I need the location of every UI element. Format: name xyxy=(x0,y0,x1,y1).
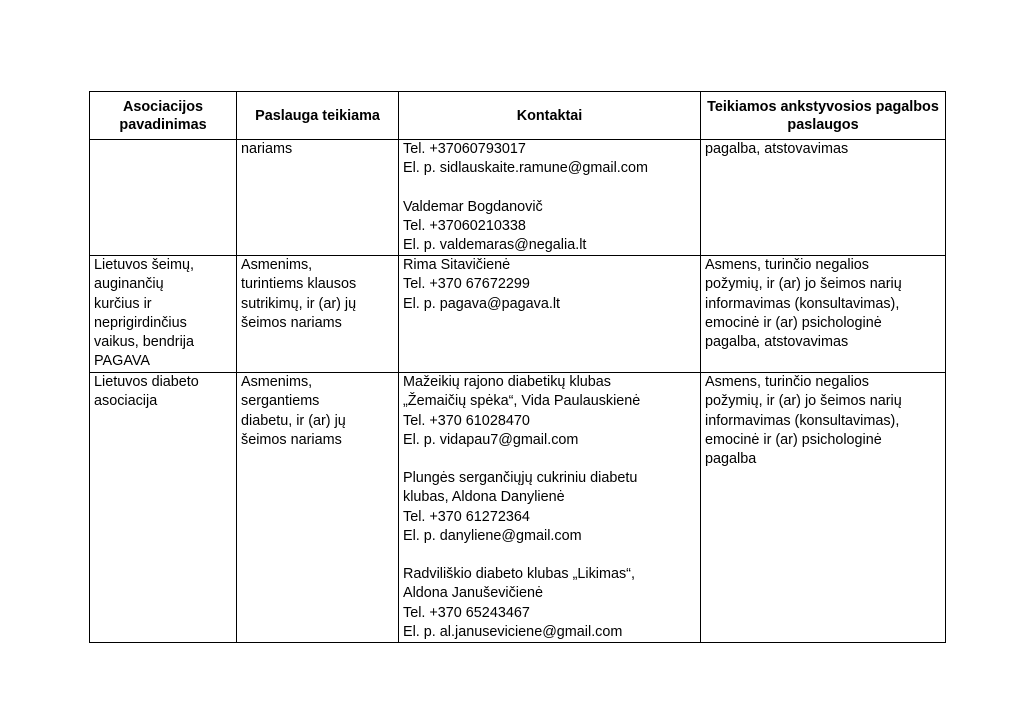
header-contacts: Kontaktai xyxy=(399,92,701,140)
cell-text-line: Lietuvos šeimų, xyxy=(94,257,194,274)
cell-text-line: Tel. +370 61272364 xyxy=(403,508,530,525)
cell-contacts xyxy=(399,373,701,643)
cell-text-line: sergantiems xyxy=(241,393,320,410)
cell-text-line: informavimas (konsultavimas), xyxy=(705,295,900,312)
cell-text-line xyxy=(403,546,696,565)
cell-text-line: emocinė ir (ar) psichologinė xyxy=(705,431,882,448)
cell-text-line: PAGAVA xyxy=(94,353,150,370)
cell-text-line: nariams xyxy=(241,141,293,157)
cell-text-line: Aldona Januševičienė xyxy=(403,585,544,602)
cell-text-line: sutrikimų, ir (ar) jų xyxy=(241,295,357,312)
cell-text-line: turintiems klausos xyxy=(241,276,357,293)
cell-text-line: Asmens, turinčio negalios xyxy=(705,374,869,391)
cell-association-name xyxy=(90,140,237,256)
cell-text-line: Mažeikių rajono diabetikų klubas xyxy=(403,374,611,391)
cell-text-line: vaikus, bendrija xyxy=(94,334,194,351)
cell-text-line: Asmenims, xyxy=(241,257,313,274)
cell-text-line: požymių, ir (ar) jo šeimos narių xyxy=(705,276,902,293)
cell-text-line: pagalba, atstovavimas xyxy=(705,141,849,157)
cell-text-line xyxy=(403,450,696,469)
cell-text-line: Asmenims, xyxy=(241,374,313,391)
cell-service xyxy=(237,256,399,373)
associations-table xyxy=(89,91,946,643)
cell-service xyxy=(237,373,399,643)
cell-contacts xyxy=(399,256,701,373)
cell-text-line: El. p. danyliene@gmail.com xyxy=(403,527,582,544)
cell-text-line: pagalba xyxy=(705,451,757,468)
table-row xyxy=(90,256,946,373)
cell-text-line: klubas, Aldona Danylienė xyxy=(403,489,565,506)
cell-early-help xyxy=(701,373,946,643)
header-early-help-services: Teikiamos ankstyvosios pagalbos paslaugos xyxy=(701,92,946,140)
cell-text-line: El. p. al.januseviciene@gmail.com xyxy=(403,623,623,640)
cell-early-help xyxy=(701,256,946,373)
cell-text-line: Lietuvos diabeto xyxy=(94,374,199,391)
cell-text-line: Tel. +370 65243467 xyxy=(403,604,530,621)
cell-contacts xyxy=(399,140,701,256)
cell-text-line: neprigirdinčius xyxy=(94,314,187,331)
cell-text-line xyxy=(403,178,696,197)
cell-association-name xyxy=(90,373,237,643)
cell-association-name xyxy=(90,256,237,373)
table-header-row xyxy=(90,92,946,140)
cell-text-line: Tel. +370 61028470 xyxy=(403,412,530,429)
cell-text-line: kurčius ir xyxy=(94,295,152,312)
cell-text-line: El. p. vidapau7@gmail.com xyxy=(403,431,579,448)
cell-text-line: informavimas (konsultavimas), xyxy=(705,412,900,429)
cell-text-line: Radviliškio diabeto klubas „Likimas“, xyxy=(403,566,635,583)
cell-text-line: Asmens, turinčio negalios xyxy=(705,257,869,274)
cell-text-line: Rima Sitavičienė xyxy=(403,257,511,274)
cell-text-line: Plungės sergančiųjų cukriniu diabetu xyxy=(403,470,638,487)
cell-text-line: pagalba, atstovavimas xyxy=(705,334,849,351)
table-row xyxy=(90,373,946,643)
cell-text-line: šeimos nariams xyxy=(241,314,342,331)
cell-early-help xyxy=(701,140,946,256)
cell-text-line: El. p. sidlauskaite.ramune@gmail.com xyxy=(403,160,648,177)
cell-text-line: Tel. +370 67672299 xyxy=(403,276,530,293)
cell-text-line: diabetu, ir (ar) jų xyxy=(241,412,346,429)
cell-text-line: Valdemar Bogdanovič xyxy=(403,198,543,215)
cell-service xyxy=(237,140,399,256)
header-service: Paslauga teikiama xyxy=(237,92,399,140)
cell-text-line: asociacija xyxy=(94,393,158,410)
cell-text-line: šeimos nariams xyxy=(241,431,342,448)
cell-text-line: El. p. pagava@pagava.lt xyxy=(403,295,561,312)
cell-text-line: auginančių xyxy=(94,276,164,293)
cell-text-line: Tel. +37060210338 xyxy=(403,217,526,234)
cell-text-line: Tel. +37060793017 xyxy=(403,141,526,157)
cell-text-line: „Žemaičių spėka“, Vida Paulauskienė xyxy=(403,393,641,410)
cell-text-line: emocinė ir (ar) psichologinė xyxy=(705,314,882,331)
table-row xyxy=(90,140,946,256)
cell-text-line: El. p. valdemaras@negalia.lt xyxy=(403,237,587,253)
header-association-name: Asociacijos pavadinimas xyxy=(90,92,237,140)
cell-text-line: požymių, ir (ar) jo šeimos narių xyxy=(705,393,902,410)
